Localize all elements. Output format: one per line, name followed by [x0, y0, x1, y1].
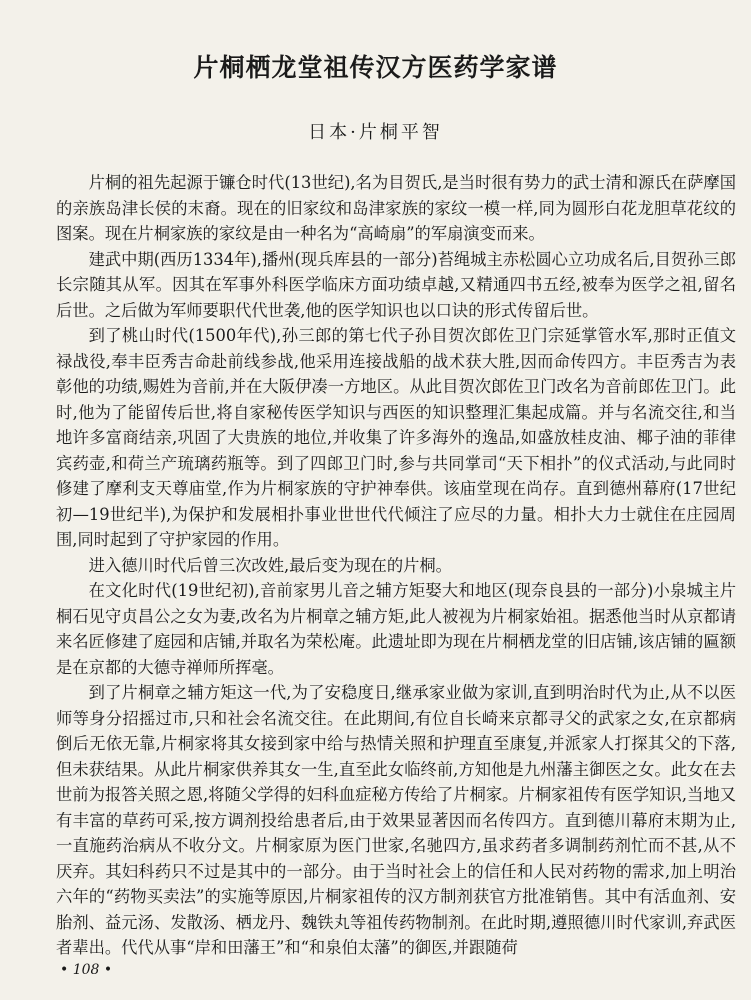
article-body: [56, 170, 736, 961]
paragraph: 建武中期(西历1334年),播州(现兵库县的一部分)苔绳城主赤松圆心立功成名后,目贺孙三郎长宗随其从军。因其在军事外科医学临床方面功绩卓越,又精通四书五经,被奉为医学之祖,留名后世。之后做为军师要职代代世袭,他的医学知识也以口诀的形式传留后世。: [56, 249, 736, 320]
article-title: 片桐栖龙堂祖传汉方医药学家谱: [193, 53, 558, 82]
paragraph: 在文化时代(19世纪初),音前家男儿音之辅方矩娶大和地区(现奈良县的一部分)小泉城主片桐石见守贞昌公之女为妻,改名为片桐章之辅方矩,此人被视为片桐家始祖。据悉他当时从京都请来名匠修建了庭园和店铺,并取名为荣松庵。此遗址即为现在片桐栖龙堂的旧店铺,该店铺的匾额是在京都的大德寺禅师所挥毫。: [56, 581, 736, 677]
paragraph: 进入德川时代后曾三次改姓,最后变为现在的片桐。: [88, 555, 452, 575]
page-number: • 108 •: [60, 962, 113, 978]
author-line: 日本·片桐平智: [308, 122, 443, 143]
paragraph: 到了片桐章之辅方矩这一代,为了安稳度日,继承家业做为家训,直到明治时代为止,从不以医师等身分招摇过市,只和社会名流交往。在此期间,有位自长崎来京都寻父的武家之女,在京都病倒后无依无靠,片桐家将其女接到家中给与热情关照和护理直至康复,并派家人打探其父的下落,但未获结果。从此片桐家供养其女一生,直至此女临终前,方知他是九州藩主御医之女。此女在去世前为报答关照之恩,将随父学得的妇科血症秘方传给了片桐家。片桐家祖传有医学知识,当地又有丰富的草药可采,按方调剂投给患者后,由于效果显著因而名传四方。直到德川幕府末期为止,一直施药治病从不收分文。片桐家原为医门世家,名驰四方,虽求药者多调制药剂忙而不甚,从不厌弃。其妇科药只不过是其中的一部分。由于当时社会上的信任和人民对药物的需求,加上明治六年的“药物买卖法”的实施等原因,片桐家祖传的汉方制剂获官方批准销售。其中有活血剂、安胎剂、益元汤、发散汤、栖龙丹、魏铁丸等祖传药物制剂。在此时期,遵照德川时代家训,弃武医者辈出。代代从事“岸和田藩王”和“和泉伯太藩”的御医,并跟随荷: [56, 683, 736, 957]
paragraph: 片桐的祖先起源于镰仓时代(13世纪),名为目贺氏,是当时很有势力的武士清和源氏在萨摩国的亲族岛津长侯的末裔。现在的旧家纹和岛津家族的家纹一模一样,同为圆形白花龙胆草花纹的图案。现在片桐家族的家纹是由一种名为“高崎扇”的军扇演变而来。: [56, 173, 736, 243]
paragraph: 到了桃山时代(1500年代),孙三郎的第七代子孙目贺次郎佐卫门宗延掌管水军,那时正值文禄战役,奉丰臣秀吉命赴前线参战,他采用连接战船的战术获大胜,因而命传四方。丰臣秀吉为表彰他的功绩,赐姓为音前,并在大阪伊凑一方地区。从此目贺次郎佐卫门改名为音前郎佐卫门。此时,他为了能留传后世,将自家秘传医学知识与西医的知识整理汇集起成篇。并与名流交往,和当地许多富商结亲,巩固了大贵族的地位,并收集了许多海外的逸品,如盛放桂皮油、椰子油的菲律宾药壶,和荷兰产琉璃药瓶等。到了四郎卫门时,参与共同掌司“天下相扑”的仪式活动,与此同时修建了摩利支天尊庙堂,作为片桐家族的守护神奉供。该庙堂现在尚存。直到德州幕府(17世纪初—19世纪半),为保护和发展相扑事业世世代代倾注了应尽的力量。相扑大力士就住在庄园周围,同时起到了守护家园的作用。: [56, 326, 736, 549]
